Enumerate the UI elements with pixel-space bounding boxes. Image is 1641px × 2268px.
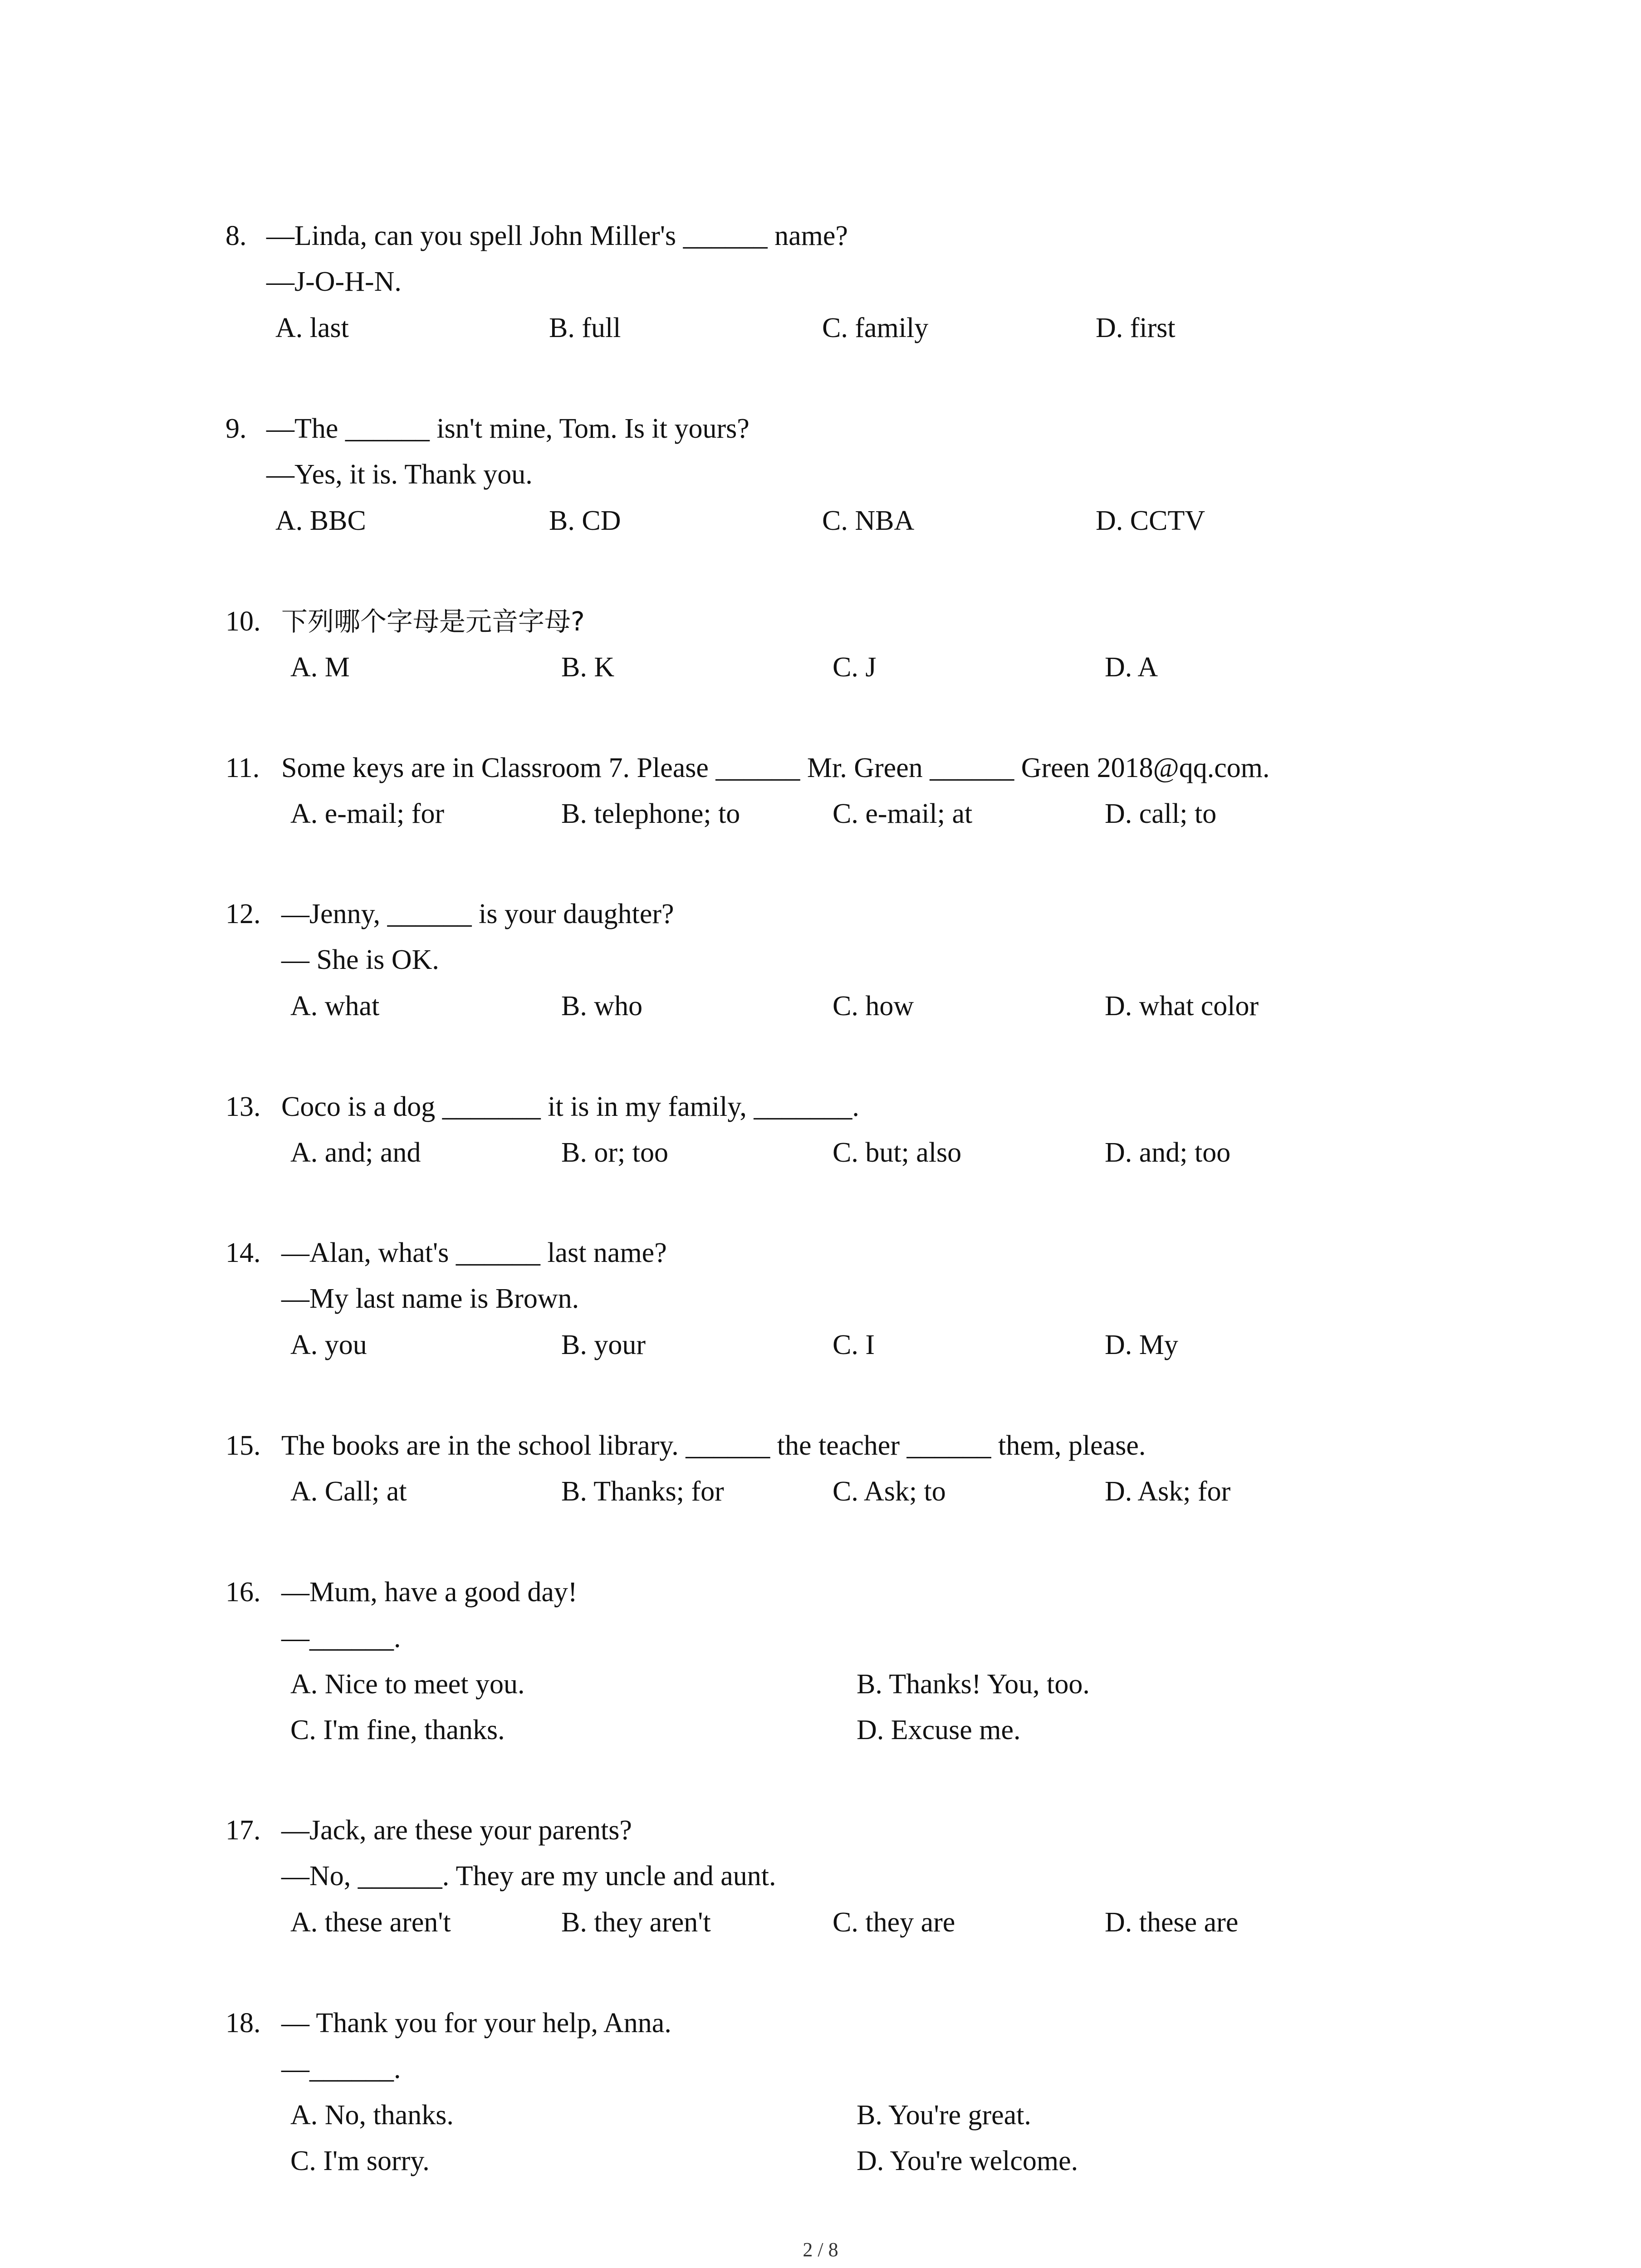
option-a: A. M: [290, 652, 350, 683]
option-b: B. or; too: [561, 1137, 668, 1168]
option-a: A. No, thanks.: [290, 2100, 454, 2131]
option-b: B. Thanks! You, too.: [857, 1669, 1090, 1700]
page-indicator: 2 / 8: [803, 2239, 838, 2261]
question-number: 9.: [225, 413, 247, 444]
option-b: B. You're great.: [857, 2100, 1031, 2131]
option-a: A. e-mail; for: [290, 798, 445, 829]
question-stem: —Mum, have a good day!: [281, 1577, 578, 1608]
question-stem: — Thank you for your help, Anna.: [281, 2008, 671, 2038]
option-c: C. e-mail; at: [833, 798, 973, 829]
question-number: 10.: [225, 606, 261, 637]
option-b: B. who: [561, 991, 643, 1022]
option-a: A. what: [290, 991, 380, 1022]
option-c: C. J: [833, 652, 877, 683]
option-b: B. your: [561, 1330, 646, 1360]
answer-line: —My last name is Brown.: [281, 1283, 579, 1314]
answer-line: —Yes, it is. Thank you.: [266, 459, 533, 490]
option-d: D. Ask; for: [1105, 1476, 1231, 1507]
option-d: D. these are: [1105, 1907, 1239, 1938]
answer-line: —J-O-H-N.: [266, 266, 402, 297]
option-c: C. I'm sorry.: [290, 2146, 430, 2176]
question-stem: 下列哪个字母是元音字母?: [281, 606, 585, 637]
question-number: 14.: [225, 1237, 261, 1268]
question-stem: —Jenny, ______ is your daughter?: [281, 899, 674, 929]
option-a: A. these aren't: [290, 1907, 451, 1938]
option-d: D. You're welcome.: [857, 2146, 1078, 2176]
option-b: B. K: [561, 652, 615, 683]
question-number: 12.: [225, 899, 261, 929]
option-a: A. you: [290, 1330, 367, 1360]
question-stem: Coco is a dog _______ it is in my family, _______.: [281, 1091, 859, 1122]
option-a: A. BBC: [275, 505, 366, 536]
question-stem: The books are in the school library. ______ the teacher ______ them, please.: [281, 1430, 1146, 1461]
answer-line: —______.: [281, 1623, 401, 1653]
option-b: B. Thanks; for: [561, 1476, 724, 1507]
option-c: C. NBA: [822, 505, 915, 536]
option-d: D. first: [1096, 313, 1176, 343]
option-c: C. I: [833, 1330, 875, 1360]
question-number: 11.: [225, 753, 260, 783]
option-c: C. I'm fine, thanks.: [290, 1715, 505, 1745]
option-b: B. telephone; to: [561, 798, 740, 829]
option-d: D. call; to: [1105, 798, 1217, 829]
question-stem: —Linda, can you spell John Miller's ______ name?: [266, 220, 848, 251]
option-a: A. last: [275, 313, 349, 343]
option-b: B. full: [549, 313, 621, 343]
answer-line: —______.: [281, 2053, 401, 2084]
question-stem: —Jack, are these your parents?: [281, 1815, 632, 1846]
option-d: D. and; too: [1105, 1137, 1231, 1168]
option-a: A. Nice to meet you.: [290, 1669, 525, 1700]
question-number: 15.: [225, 1430, 261, 1461]
question-stem: Some keys are in Classroom 7. Please ______ Mr. Green ______ Green 2018@qq.com.: [281, 753, 1270, 783]
option-c: C. but; also: [833, 1137, 962, 1168]
option-b: B. CD: [549, 505, 621, 536]
option-d: D. A: [1105, 652, 1158, 683]
question-number: 13.: [225, 1091, 261, 1122]
option-c: C. they are: [833, 1907, 955, 1938]
option-a: A. and; and: [290, 1137, 421, 1168]
option-a: A. Call; at: [290, 1476, 407, 1507]
question-stem: —The ______ isn't mine, Tom. Is it yours?: [266, 413, 749, 444]
question-stem: —Alan, what's ______ last name?: [281, 1237, 667, 1268]
option-c: C. family: [822, 313, 929, 343]
option-d: D. what color: [1105, 991, 1259, 1022]
question-number: 16.: [225, 1577, 261, 1608]
answer-line: —No, ______. They are my uncle and aunt.: [281, 1861, 776, 1892]
question-number: 18.: [225, 2008, 261, 2038]
option-d: D. Excuse me.: [857, 1715, 1021, 1745]
option-c: C. how: [833, 991, 914, 1022]
question-number: 17.: [225, 1815, 261, 1846]
option-d: D. CCTV: [1096, 505, 1205, 536]
option-d: D. My: [1105, 1330, 1178, 1360]
answer-line: — She is OK.: [281, 944, 439, 975]
question-number: 8.: [225, 220, 247, 251]
option-c: C. Ask; to: [833, 1476, 946, 1507]
option-b: B. they aren't: [561, 1907, 711, 1938]
